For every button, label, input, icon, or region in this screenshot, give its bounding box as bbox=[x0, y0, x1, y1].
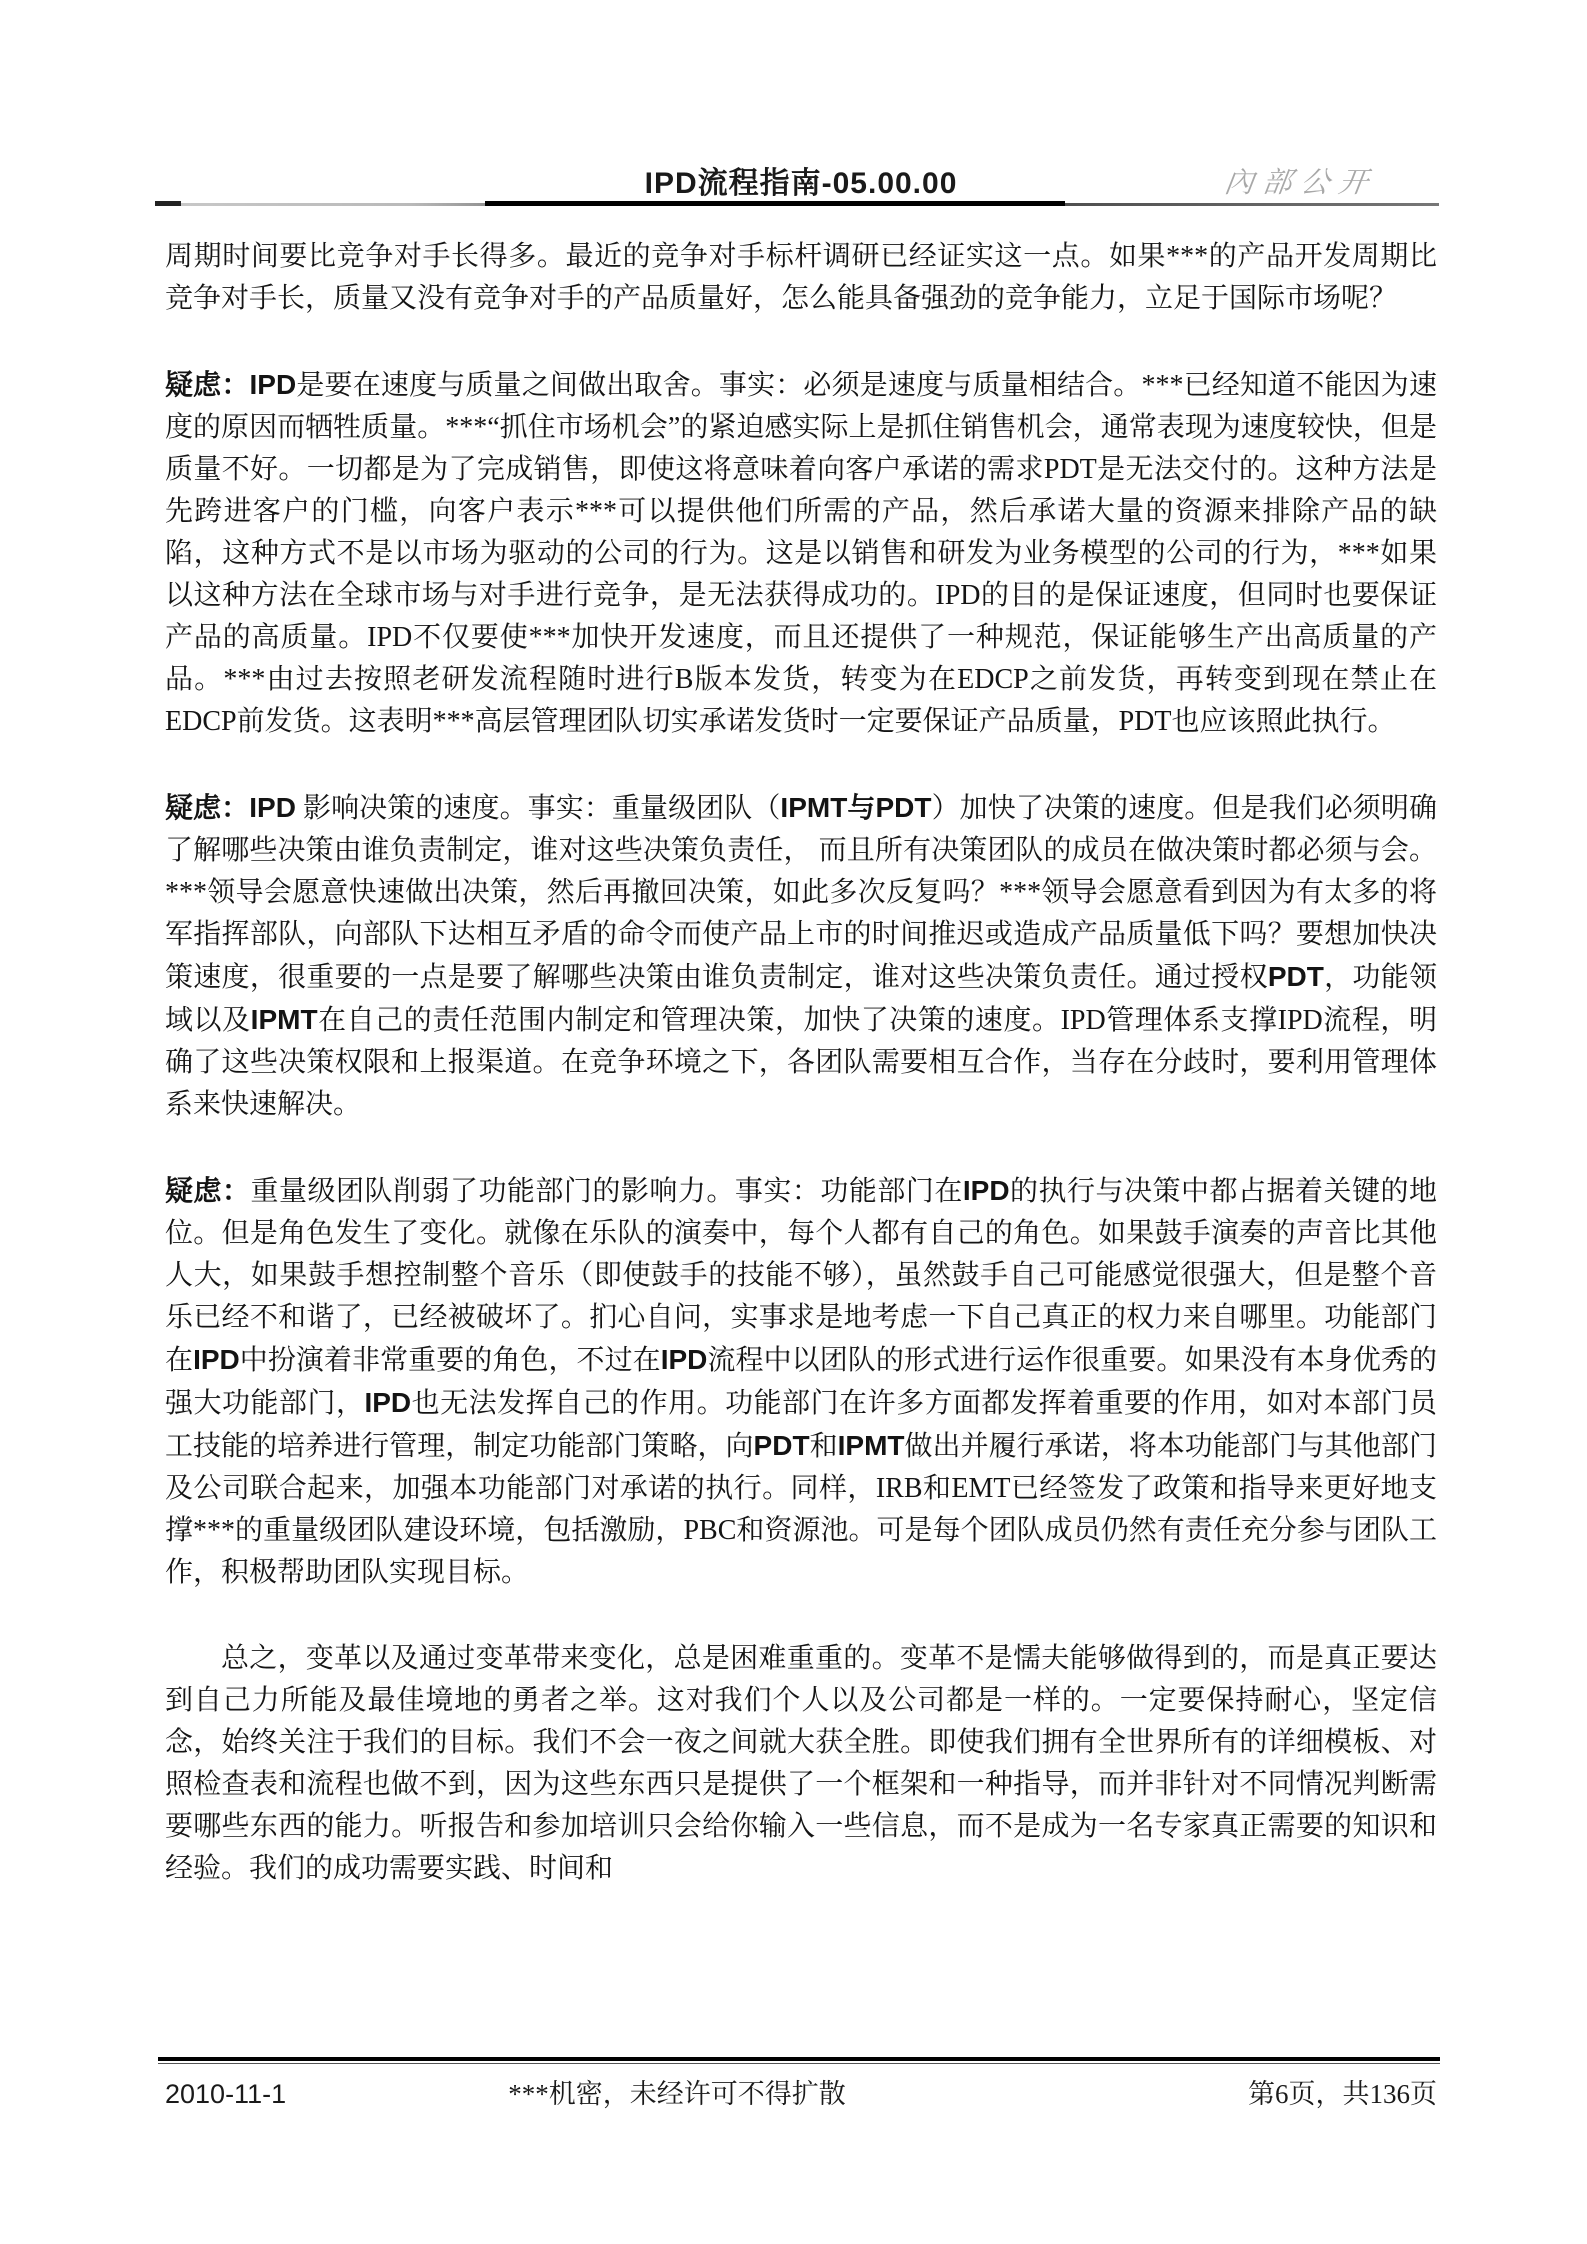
footer-divider bbox=[158, 2057, 1440, 2064]
text-run: ，功能领域以及 bbox=[165, 962, 1437, 1036]
text-run: 影响决策的速度。事实：重量级团队（ bbox=[295, 793, 781, 824]
text-run-bold: IPD bbox=[660, 1344, 708, 1375]
header-divider bbox=[155, 203, 1439, 206]
text-run: ）加快了决策的速度。但是我们必须明确了解哪些决策由谁负责制定，谁对这些决策负责任， 而且所有决策团队的成员在做决策时都必须与会。***领导会愿意快速做出决策，然后再撤回决策，如此多次反复吗？***领导会愿意看到因为有太多的将军指挥部队，向部队下达相互矛盾的命令而使产品上市的时间推迟或造成产品质量低下吗？要想加快决策速度，很重要的一点是要了解哪些决策由谁负责制定，谁对这些决策负责任。通过授权 bbox=[165, 793, 1437, 993]
document-body bbox=[165, 236, 1437, 1934]
text-run: 中扮演着非常重要的角色，不过在 bbox=[239, 1345, 661, 1376]
text-run-bold: PDT bbox=[753, 1430, 810, 1461]
paragraph bbox=[165, 364, 1437, 743]
text-run: 和 bbox=[809, 1431, 838, 1462]
footer-confidential-notice: ***机密，未经许可不得扩散 bbox=[508, 2079, 846, 2109]
text-run-bold: 疑虑： bbox=[165, 369, 250, 400]
paragraph bbox=[165, 787, 1437, 1126]
text-run-bold: 疑虑： bbox=[165, 1175, 251, 1206]
text-run: 总之，变革以及通过变革带来变化，总是困难重重的。变革不是懦夫能够做得到的，而是真正要达到自己力所能及最佳境地的勇者之举。这对我们个人以及公司都是一样的。一定要保持耐心，坚定信念，始终关注于我们的目标。我们不会一夜之间就大获全胜。即使我们拥有全世界所有的详细模板、对照检查表和流程也做不到，因为这些东西只是提供了一个框架和一种指导，而并非针对不同情况判断需要哪些东西的能力。听报告和参加培训只会给你输入一些信息，而不是成为一名专家真正需要的知识和经验。我们的成功需要实践、时间和 bbox=[165, 1643, 1437, 1884]
text-run-bold: IPD bbox=[364, 1387, 412, 1418]
text-run: 也无法发挥自己的作用。功能部门在许多方面都发挥着重要的作用，如对本部门员工技能的培养进行管理，制定功能部门策略，向 bbox=[165, 1388, 1437, 1462]
text-run-bold: IPD bbox=[249, 792, 296, 823]
footer-date: 2010-11-1 bbox=[165, 2079, 287, 2109]
text-run: 在自己的责任范围内制定和管理决策，加快了决策的速度。IPD管理体系支撑IPD流程，明确了这些决策权限和上报渠道。在竞争环境之下，各团队需要相互合作，当存在分歧时，要利用管理体系来快速解决。 bbox=[165, 1005, 1437, 1120]
paragraph bbox=[165, 1638, 1437, 1890]
text-run: 流程中以团队的形式进行运作很重要。如果没有本身优秀的强大功能部门， bbox=[165, 1345, 1437, 1419]
text-run-bold: IPMT bbox=[837, 1430, 905, 1461]
text-run-bold: IPD bbox=[249, 369, 297, 400]
paragraph bbox=[165, 236, 1437, 320]
page-footer bbox=[165, 2072, 1437, 2111]
text-run: 的执行与决策中都占据着关键的地位。但是角色发生了变化。就像在乐队的演奏中，每个人都有自己的角色。如果鼓手演奏的声音比其他人大，如果鼓手想控制整个音乐（即使鼓手的技能不够），虽然鼓手自己可能感觉很强大，但是整个音乐已经不和谐了，已经被破坏了。扪心自问，实事求是地考虑一下自己真正的权力来自哪里。功能部门在 bbox=[165, 1176, 1437, 1376]
classification-label: 內部公开 bbox=[1222, 167, 1379, 199]
text-run-bold: PDT bbox=[1267, 961, 1324, 992]
text-run: 重量级团队削弱了功能部门的影响力。事实：功能部门在 bbox=[250, 1176, 963, 1207]
paragraph bbox=[165, 1170, 1437, 1594]
text-run-bold: IPMT bbox=[250, 1004, 318, 1035]
text-run: 周期时间要比竞争对手长得多。最近的竞争对手标杆调研已经证实这一点。如果***的产品开发周期比竞争对手长，质量又没有竞争对手的产品质量好，怎么能具备强劲的竞争能力，立足于国际市场呢？ bbox=[165, 241, 1437, 314]
text-run: 做出并履行承诺，将本功能部门与其他部门及公司联合起来，加强本功能部门对承诺的执行。同样，IRB和EMT已经签发了政策和指导来更好地支撑***的重量级团队建设环境，包括激励，PBC和资源池。可是每个团队成员仍然有责任充分参与团队工作，积极帮助团队实现目标。 bbox=[165, 1431, 1437, 1588]
text-run-bold: 疑虑： bbox=[165, 792, 250, 823]
text-run-bold: IPD bbox=[962, 1175, 1010, 1206]
text-run: 是要在速度与质量之间做出取舍。事实：必须是速度与质量相结合。***已经知道不能因为速度的原因而牺牲质量。***“抓住市场机会”的紧迫感实际上是抓住销售机会，通常表现为速度较快，但是质量不好。一切都是为了完成销售，即使这将意味着向客户承诺的需求PDT是无法交付的。这种方法是先跨进客户的门槛，向客户表示***可以提供他们所需的产品，然后承诺大量的资源来排除产品的缺陷，这种方式不是以市场为驱动的公司的行为。这是以销售和研发为业务模型的公司的行为，***如果以这种方法在全球市场与对手进行竞争，是无法获得成功的。IPD的目的是保证速度，但同时也要保证产品的高质量。IPD不仅要使***加快开发速度，而且还提供了一种规范，保证能够生产出高质量的产品。***由过去按照老研发流程随时进行B版本发货，转变为在EDCP之前发货，再转变到现在禁止在EDCP前发货。这表明***高层管理团队切实承诺发货时一定要保证产品质量，PDT也应该照此执行。 bbox=[165, 370, 1437, 737]
text-run-bold: IPMT与PDT bbox=[780, 792, 932, 823]
document-title: IPD流程指南-05.00.00 bbox=[644, 167, 958, 200]
text-run-bold: IPD bbox=[193, 1344, 240, 1375]
footer-page-number: 第6页，共136页 bbox=[1248, 2079, 1437, 2109]
page-header bbox=[165, 158, 1437, 200]
